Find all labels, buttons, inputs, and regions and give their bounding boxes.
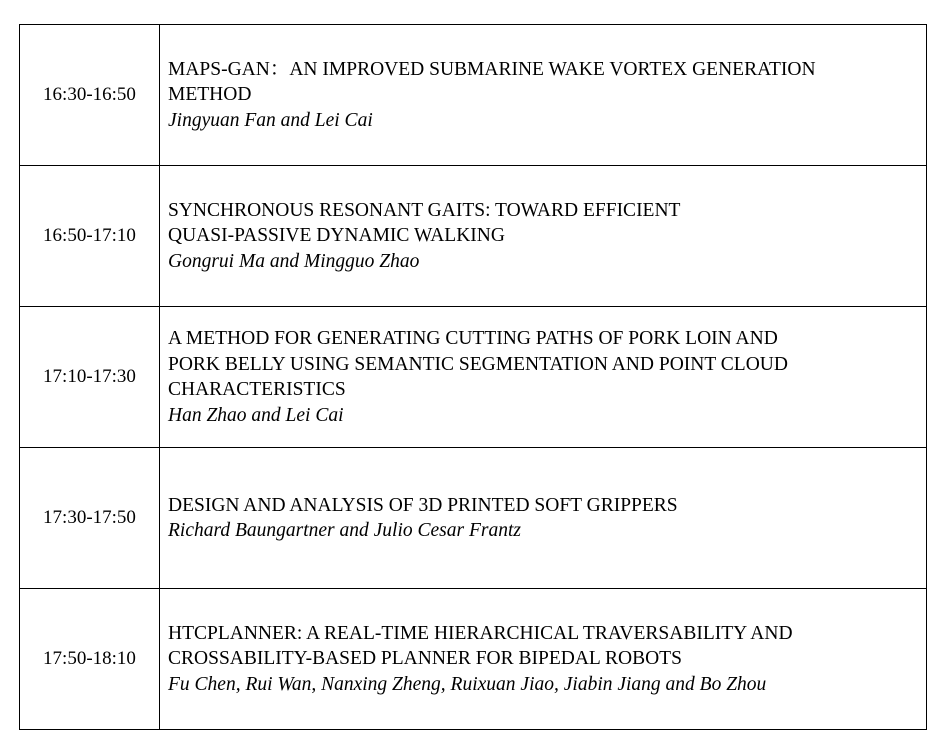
talk-title-line: DESIGN AND ANALYSIS OF 3D PRINTED SOFT GRIPPERS [168, 494, 678, 516]
table-row [20, 166, 927, 307]
time-slot: 17:30-17:50 [20, 448, 160, 589]
time-slot: 17:50-18:10 [20, 589, 160, 730]
time-slot: 16:50-17:10 [20, 166, 160, 307]
talk-cell [160, 166, 927, 307]
time-slot: 16:30-16:50 [20, 25, 160, 166]
session-schedule-table [19, 24, 927, 730]
talk-title-line: PORK BELLY USING SEMANTIC SEGMENTATION AND POINT CLOUD [168, 353, 788, 375]
table-row [20, 589, 927, 730]
talk-title-line: CHARACTERISTICS [168, 379, 346, 400]
table-row [20, 448, 927, 589]
table-row [20, 25, 927, 166]
talk-title-line: SYNCHRONOUS RESONANT GAITS: TOWARD EFFICIENT [168, 199, 681, 221]
talk-cell [160, 589, 927, 730]
time-slot: 17:10-17:30 [20, 307, 160, 448]
talk-cell [160, 25, 927, 166]
talk-authors: Richard Baungartner and Julio Cesar Frantz [168, 520, 521, 541]
talk-authors: Fu Chen, Rui Wan, Nanxing Zheng, Ruixuan Jiao, Jiabin Jiang and Bo Zhou [168, 673, 767, 695]
table-row [20, 307, 927, 448]
talk-title-line: HTCPLANNER: A REAL-TIME HIERARCHICAL TRAVERSABILITY AND [168, 622, 793, 644]
talk-cell [160, 448, 927, 589]
talk-title-line: MAPS-GAN：AN IMPROVED SUBMARINE WAKE VORTEX GENERATION [168, 58, 816, 80]
talk-authors: Gongrui Ma and Mingguo Zhao [168, 250, 420, 272]
talk-title-line: A METHOD FOR GENERATING CUTTING PATHS OF PORK LOIN AND [168, 328, 778, 349]
talk-authors: Han Zhao and Lei Cai [168, 404, 344, 426]
talk-title-line: CROSSABILITY-BASED PLANNER FOR BIPEDAL ROBOTS [168, 648, 682, 670]
talk-title-line: METHOD [168, 84, 252, 106]
talk-cell [160, 307, 927, 448]
talk-title-line: QUASI-PASSIVE DYNAMIC WALKING [168, 225, 505, 247]
talk-authors: Jingyuan Fan and Lei Cai [168, 109, 373, 131]
